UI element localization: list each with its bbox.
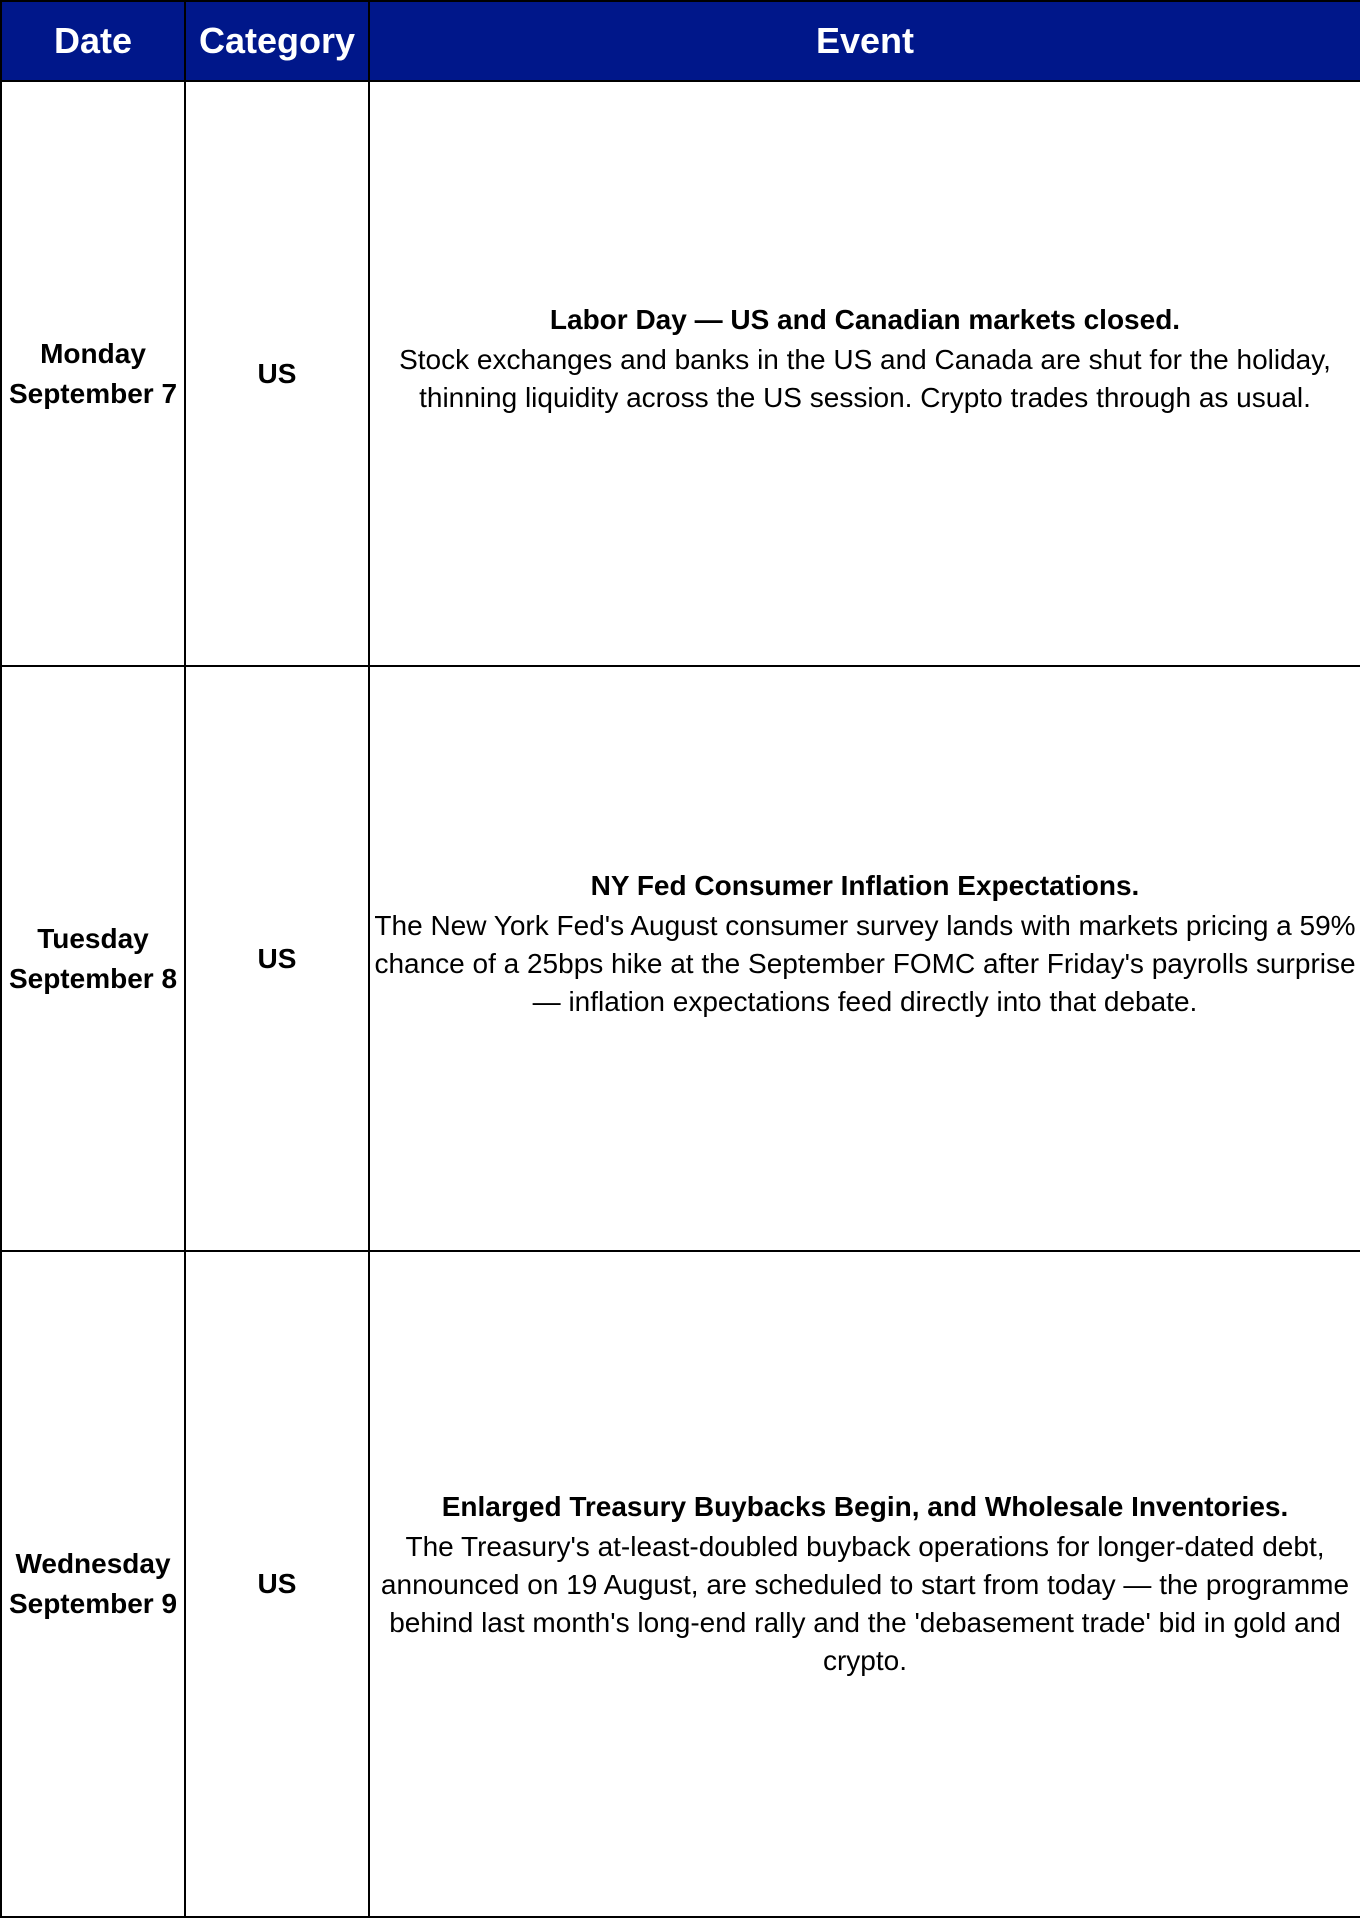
event-title: NY Fed Consumer Inflation Expectations. [590, 869, 1140, 901]
date-cell [1, 81, 185, 666]
category-cell: US [185, 666, 369, 1251]
weekday-label: Wednesday [15, 1548, 171, 1579]
header-event: Event [369, 1, 1360, 81]
date-label: September 9 [8, 1588, 178, 1619]
date-label: September 8 [8, 962, 178, 994]
header-category: Category [185, 1, 369, 81]
event-description: The Treasury's at-least-doubled buyback operations for longer-dated debt, announced on 19 August, are scheduled to start from today — the programme behind last month's long-end rally and the 'debasement trade' bid in gold and crypto. [380, 1531, 1350, 1676]
date-label: September 7 [8, 377, 178, 409]
category-cell: US [185, 81, 369, 666]
date-cell [1, 1251, 185, 1917]
event-title: Enlarged Treasury Buybacks Begin, and Wholesale Inventories. [441, 1491, 1289, 1522]
table-row [1, 81, 1360, 666]
event-cell [369, 81, 1360, 666]
event-description: The New York Fed's August consumer survey lands with markets pricing a 59% chance of a 25bps hike at the September FOMC after Friday's payrolls surprise — inflation expectations feed directly into that debate. [374, 909, 1356, 1017]
header-row [1, 1, 1360, 81]
event-cell [369, 1251, 1360, 1917]
event-title: Labor Day — US and Canadian markets closed. [549, 303, 1181, 335]
header-date: Date [1, 1, 185, 81]
category-cell: US [185, 1251, 369, 1917]
weekday-label: Tuesday [37, 922, 149, 954]
weekday-label: Monday [40, 337, 146, 369]
date-cell [1, 666, 185, 1251]
table-row [1, 666, 1360, 1251]
event-cell [369, 666, 1360, 1251]
event-description: Stock exchanges and banks in the US and Canada are shut for the holiday, thinning liquidity across the US session. Crypto trades through as usual. [399, 343, 1331, 413]
table-row [1, 1251, 1360, 1917]
